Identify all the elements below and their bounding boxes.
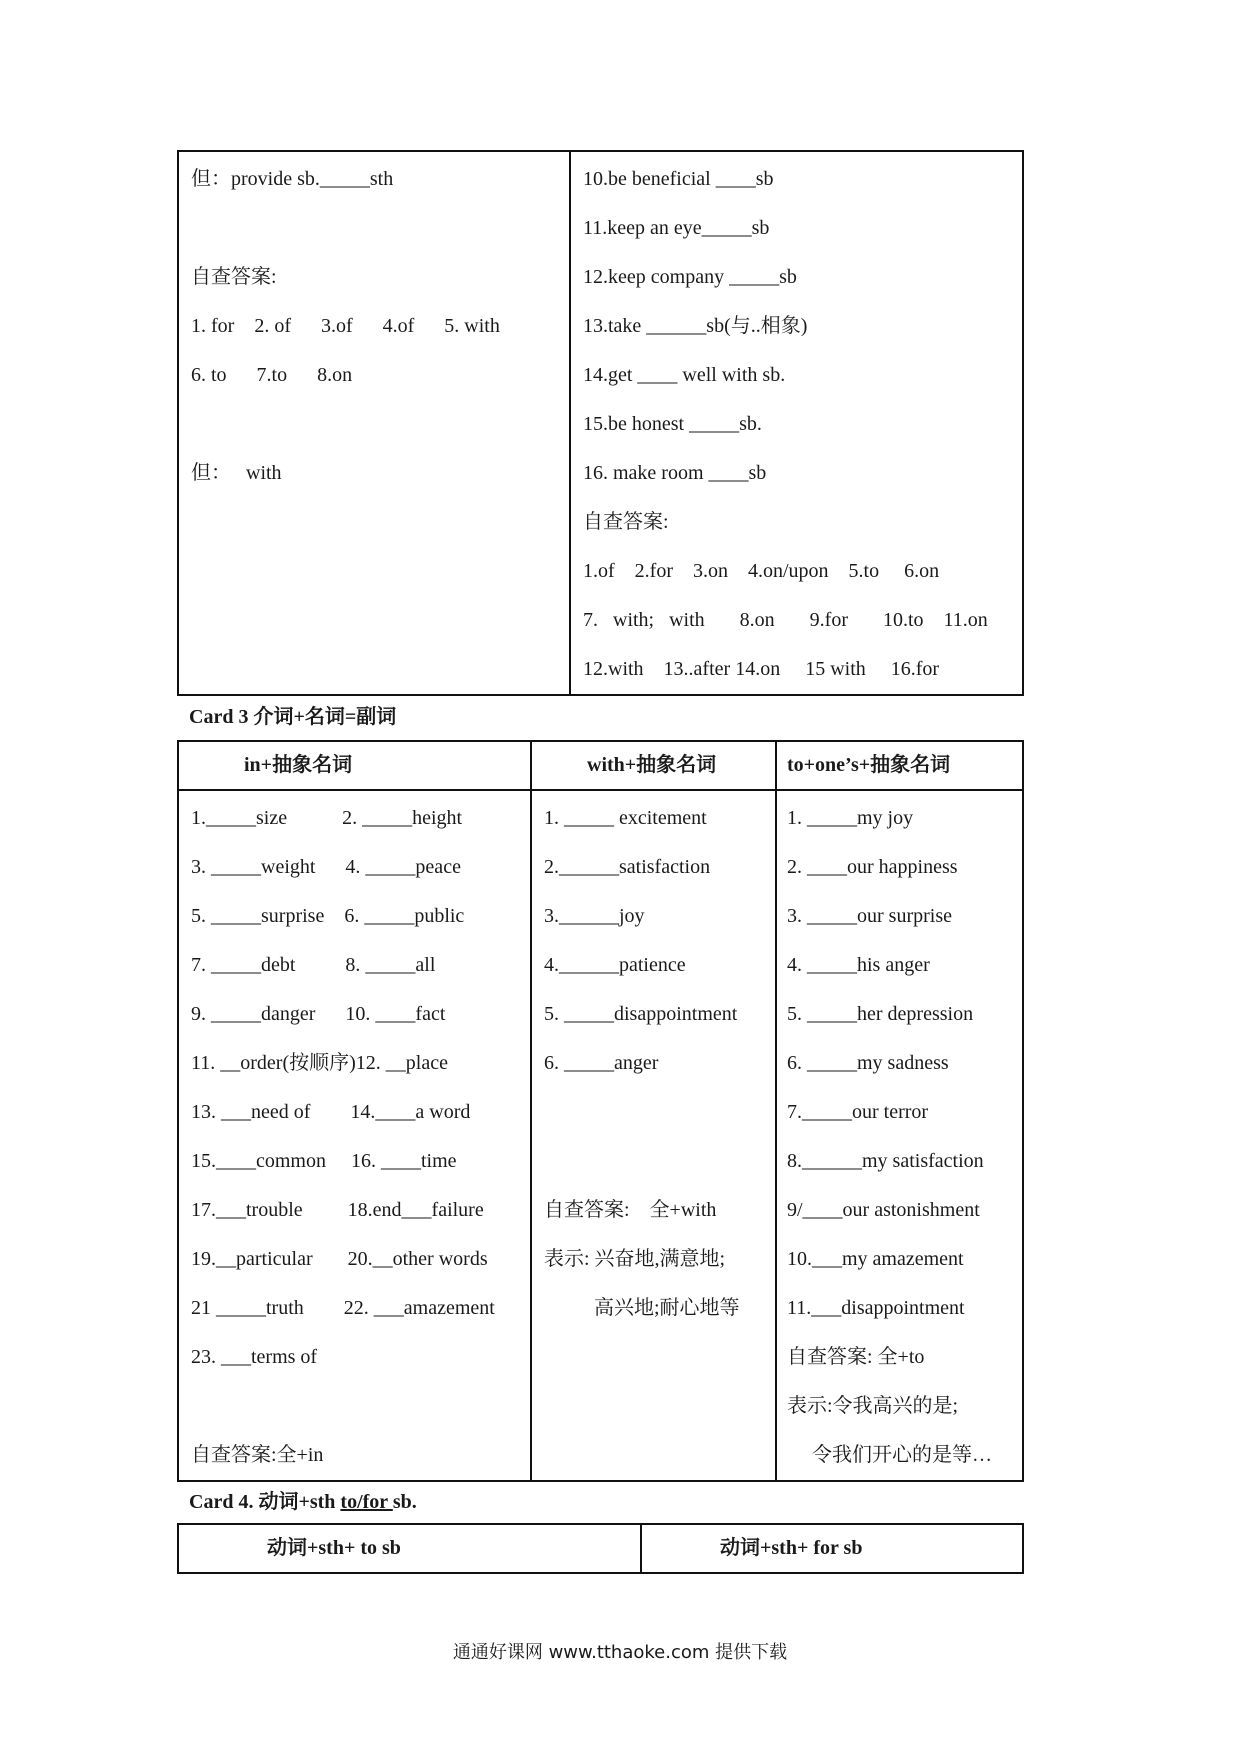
table-cell-left	[178, 151, 570, 695]
text-line: 7. with; with 8.on 9.for 10.to 11.on	[583, 609, 988, 631]
card4-title	[189, 1485, 417, 1514]
text-line: 4.______patience	[544, 954, 686, 976]
header-verb-sth-for-sb: 动词+sth+ for sb	[720, 1537, 863, 1559]
text-line: 17.___trouble 18.end___failure	[191, 1199, 484, 1221]
text-line: 6. to 7.to 8.on	[191, 364, 353, 386]
text-line	[532, 1088, 775, 1137]
text-line: 21 _____truth 22. ___amazement	[191, 1297, 495, 1319]
header-with-abstract-noun: with+抽象名词	[587, 754, 717, 776]
text-line: 4. _____his anger	[787, 954, 930, 976]
text-line	[179, 204, 569, 253]
text-line: 5. _____surprise 6. _____public	[191, 905, 465, 927]
text-line: 1. for 2. of 3.of 4.of 5. with	[191, 315, 500, 337]
table-cell-col1	[178, 790, 531, 1481]
text-line: 令我们开心的是等…	[787, 1444, 992, 1466]
left-cell-lines	[179, 152, 569, 498]
text-line: 自查答案:	[583, 511, 669, 533]
text-line: 自查答案: 全+to	[787, 1346, 925, 1368]
table-cell-col2	[531, 790, 776, 1481]
table-header-row	[178, 741, 1023, 790]
col2-lines	[532, 791, 775, 1333]
text-line: 11. __order(按顺序)12. __place	[191, 1052, 448, 1074]
text-line: 3.______joy	[544, 905, 645, 927]
text-line: 自查答案:	[191, 266, 277, 288]
text-line: 自查答案: 全+with	[544, 1199, 717, 1221]
right-cell-lines	[571, 152, 1022, 694]
text-line: 自查答案:全+in	[191, 1444, 324, 1466]
text-line: 2.______satisfaction	[544, 856, 711, 878]
text-line	[179, 400, 569, 449]
text-line	[179, 1382, 530, 1431]
text-line: 13. ___need of 14.____a word	[191, 1101, 471, 1123]
table-header-row	[178, 1524, 1023, 1573]
text-line: 3. _____weight 4. _____peace	[191, 856, 461, 878]
text-line: 表示: 兴奋地,满意地;	[544, 1248, 726, 1270]
card3-title: Card 3 介词+名词=副词	[189, 706, 397, 728]
text-line: 7._____our terror	[787, 1101, 929, 1123]
text-line: 6. _____anger	[544, 1052, 659, 1074]
text-line: 1. _____my joy	[787, 807, 914, 829]
text-line: 2. ____our happiness	[787, 856, 958, 878]
text-line: 5. _____her depression	[787, 1003, 974, 1025]
preposition-table-continued	[177, 150, 1024, 696]
table-header-cell	[178, 1524, 641, 1573]
text-line: 13.take ______sb(与..相象)	[583, 315, 808, 337]
header-verb-sth-to-sb: 动词+sth+ to sb	[267, 1537, 401, 1559]
text-line: 11.___disappointment	[787, 1297, 965, 1319]
table-header-cell	[178, 741, 531, 790]
text-line	[532, 1137, 775, 1186]
text-line: 16. make room ____sb	[583, 462, 767, 484]
text-line: 12.with 13..after 14.on 15 with 16.for	[583, 658, 940, 680]
card4-title-underlined: to/for	[340, 1491, 393, 1513]
text-line: 但： with	[191, 462, 282, 484]
text-line: 10.be beneficial ____sb	[583, 168, 774, 190]
table-row	[178, 151, 1023, 695]
text-line: 但：provide sb._____sth	[191, 168, 394, 190]
text-line: 6. _____my sadness	[787, 1052, 949, 1074]
table-header-cell	[641, 1524, 1023, 1573]
text-line: 5. _____disappointment	[544, 1003, 738, 1025]
text-line: 高兴地;耐心地等	[544, 1297, 740, 1319]
text-line: 23. ___terms of	[191, 1346, 318, 1368]
table-header-cell	[531, 741, 776, 790]
text-line: 1._____size 2. _____height	[191, 807, 463, 829]
page-footer: 通通好课网 www.tthaoke.com 提供下载	[452, 1642, 788, 1663]
text-line: 11.keep an eye_____sb	[583, 217, 770, 239]
text-line: 9/____our astonishment	[787, 1199, 980, 1221]
text-line: 15.be honest _____sb.	[583, 413, 762, 435]
card3-table	[177, 740, 1024, 1482]
text-line: 表示:令我高兴的是;	[787, 1395, 959, 1417]
text-line: 1.of 2.for 3.on 4.on/upon 5.to 6.on	[583, 560, 940, 582]
text-line: 10.___my amazement	[787, 1248, 964, 1270]
text-line: 3. _____our surprise	[787, 905, 952, 927]
header-in-abstract-noun: in+抽象名词	[244, 754, 353, 776]
text-line: 12.keep company _____sb	[583, 266, 797, 288]
text-line: 19.__particular 20.__other words	[191, 1248, 488, 1270]
table-header-cell	[776, 741, 1023, 790]
header-to-ones-abstract-noun: to+one’s+抽象名词	[787, 754, 951, 776]
table-cell-col3	[776, 790, 1023, 1481]
text-line: 7. _____debt 8. _____all	[191, 954, 436, 976]
text-line: 1. _____ excitement	[544, 807, 707, 829]
text-line: 9. _____danger 10. ____fact	[191, 1003, 446, 1025]
card4-title-prefix: Card 4. 动词+sth	[189, 1491, 341, 1513]
table-cell-right	[570, 151, 1023, 695]
text-line: 14.get ____ well with sb.	[583, 364, 786, 386]
col1-lines	[179, 791, 530, 1480]
text-line: 15.____common 16. ____time	[191, 1150, 457, 1172]
card4-table	[177, 1523, 1024, 1574]
card4-title-suffix: sb.	[392, 1491, 417, 1513]
text-line: 8.______my satisfaction	[787, 1150, 984, 1172]
col3-lines	[777, 791, 1022, 1480]
table-row	[178, 790, 1023, 1481]
